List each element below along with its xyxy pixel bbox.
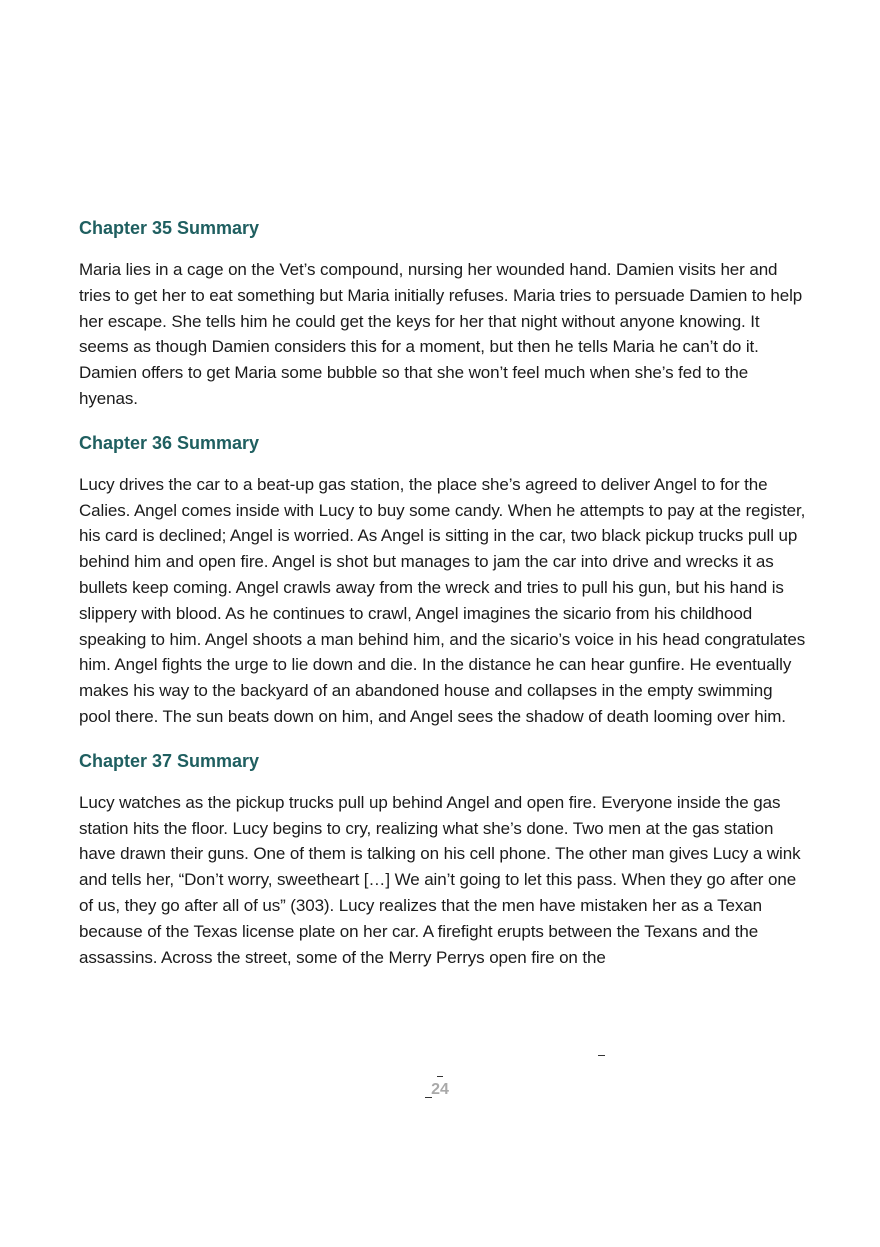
footer-mark bbox=[437, 1076, 443, 1077]
chapter-heading: Chapter 35 Summary bbox=[79, 218, 260, 238]
chapter-summary-text: Lucy watches as the pickup trucks pull up behind Angel and open fire. Everyone inside the gas station hits the floor. Lucy begins to cry, realizing what she’s done. Two men at the gas station have drawn their guns. One of them is talking on his cell phone. The other man gives Lucy a wink and tells her, “Don’t worry, sweetheart […] We ain’t going to let this pass. When they go after one of us, they go after all of us” (303). Lucy realizes that the men have mistaken her as a Texan because of the Texas license plate on her car. A firefight erupts between the Texans and the assassins. Across the street, some of the Merry Perrys open fire on the bbox=[79, 792, 801, 967]
page-content bbox=[79, 214, 807, 970]
page-number: 24 bbox=[431, 1081, 449, 1098]
chapter-summary-text: Maria lies in a cage on the Vet’s compound, nursing her wounded hand. Damien visits her and tries to get her to eat something but Maria initially refuses. Maria tries to persuade Damien to help her escape. She tells him he could get the keys for her that night without anyone knowing. It seems as though Damien considers this for a moment, but then he tells Maria he can’t do it. Damien offers to get Maria some bubble so that she won’t feel much when she’s fed to the hyenas. bbox=[79, 260, 803, 408]
chapter-heading: Chapter 37 Summary bbox=[79, 750, 260, 771]
chapter-35-section bbox=[79, 214, 807, 412]
chapter-heading: Chapter 36 Summary bbox=[79, 432, 260, 453]
chapter-36-section bbox=[79, 429, 807, 730]
chapter-summary-text: Lucy drives the car to a beat-up gas station, the place she’s agreed to deliver Angel to for the Calies. Angel comes inside with Lucy to buy some candy. When he attempts to pay at the register, his card is declined; Angel is worried. As Angel is sitting in the car, two black pickup trucks pull up behind him and open fire. Angel is shot but manages to jam the car into drive and wrecks it as bullets keep coming. Angel crawls away from the wreck and tries to pull his gun, but his hand is slippery with blood. As he continues to crawl, Angel imagines the sicario from his childhood speaking to him. Angel shoots a man behind him, and the sicario’s voice in his head congratulates him. Angel fights the urge to lie down and die. In the distance he can hear gunfire. He eventually makes his way to the backyard of an abandoned house and collapses in the empty swimming pool there. The sun beats down on him, and Angel sees the shadow of death looming over him. bbox=[79, 474, 806, 726]
chapter-37-section bbox=[79, 747, 807, 971]
footer-mark bbox=[598, 1055, 605, 1056]
